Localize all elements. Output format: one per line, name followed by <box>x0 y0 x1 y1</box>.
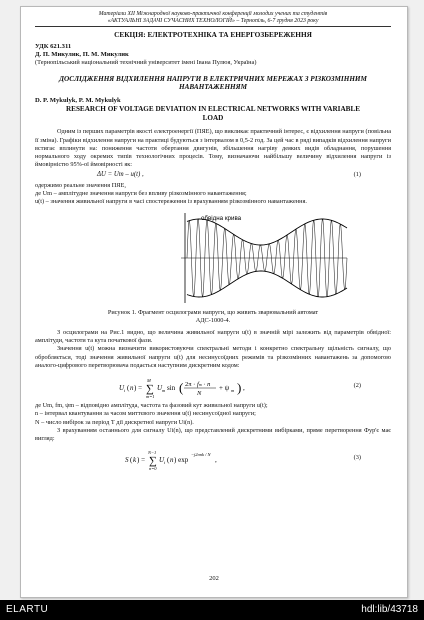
svg-text:U: U <box>119 384 125 393</box>
svg-text:) =: ) = <box>134 384 143 393</box>
svg-text:(: ( <box>130 455 133 464</box>
paragraph-fourier: З врахуванням останнього для сигналу Ui(n), що представлений дискретними вибірками, пряме перетворення Фур'є має вигляд: <box>35 427 391 443</box>
header-rule <box>35 26 391 27</box>
running-header <box>35 11 391 25</box>
svg-text:N−1: N−1 <box>148 449 157 455</box>
title-ukrainian: ДОСЛІДЖЕННЯ ВІДХИЛЕННЯ НАПРУГИ В ЕЛЕКТРИЧНИХ МЕРЕЖАХ З РІЗКОЗМІННИМ НАВАНТАЖЕННЯМ <box>59 74 367 92</box>
svg-text:(: ( <box>179 380 184 396</box>
authors-ukrainian: Д. П. Микулик, П. М. Микулик <box>35 51 129 58</box>
svg-text:N: N <box>197 390 202 398</box>
formula-2-number: (2) <box>353 382 361 390</box>
svg-text:∑: ∑ <box>146 383 154 396</box>
svg-text:i: i <box>124 388 126 394</box>
envelope-label: обвідна крива <box>201 214 242 222</box>
svg-text:+ ψ: + ψ <box>219 384 230 393</box>
formula-2-expression <box>119 374 269 402</box>
formula-3 <box>35 446 391 470</box>
handle-identifier: hdl:lib/43718 <box>361 604 418 615</box>
formula-1-expression: ΔU = Um – u(t) , <box>97 170 144 178</box>
svg-text:n: n <box>130 384 134 393</box>
oscillogram-figure <box>171 211 349 305</box>
svg-text:i: i <box>164 459 166 465</box>
svg-text:U: U <box>157 384 163 393</box>
paragraph-result: одержимо реальне значення ПЯЕ, <box>35 181 126 189</box>
formula-1-number: (1) <box>353 170 361 178</box>
svg-text:(: ( <box>167 455 170 464</box>
svg-text:m: m <box>162 388 166 394</box>
udc-code: УДК 621.311 <box>35 42 72 50</box>
paragraph-spectral: Значення u(t) можна визначити використовуючи спектральні методи і конкретно спектральну щільність сигналу, що обробляється, тоді значення живильної напруги u(t) для несинусоїдних режимів та різкозмінних навантажень за допомогою аналого-цифрового перетворювача подається наступним дискретним кодом: <box>35 345 391 369</box>
header-line-2: «АКТУАЛЬНІ ЗАДАЧІ СУЧАСНИХ ТЕХНОЛОГІЙ» – Тернопіль, 6-7 грудня 2023 року <box>107 18 319 25</box>
svg-text:∑: ∑ <box>149 454 157 467</box>
oscillogram-svg <box>171 211 349 305</box>
page-content <box>35 11 391 472</box>
svg-text:S: S <box>125 455 129 464</box>
svg-text:,: , <box>215 455 217 464</box>
svg-text:U: U <box>159 455 165 464</box>
repository-name: ELARTU <box>6 604 49 615</box>
formula-3-number: (3) <box>353 453 361 461</box>
svg-text:): ) <box>237 380 242 396</box>
paragraph-intro: Одним із перших параметрів якості електроенергії (ПЯЕ), що викликає практичний інтерес, є відхилення напруги (повільна її зміна). Графіки відхилення напруги на практиці будуються з інтервалом в 0,5-2 год. За цей час в ряді випадків відхилення напруги встигає вплинути на: пониження частоти обертання двигунів, збільшення нагріву деяких видів обладнання, порушення нормального ходу окремих типів технологічних процесів. Тому, визначаючи найбільшу величину відхилення напруги із ймовірністю 95%-ої ймовірності як: <box>35 128 391 169</box>
paragraph-um-definition: де Um – амплітудне значення напруги без впливу різкозмінного навантаження; <box>35 190 247 198</box>
svg-text:k: k <box>133 455 137 464</box>
formula-1 <box>35 170 391 182</box>
svg-text:m: m <box>231 388 235 394</box>
section-title: СЕКЦІЯ: ЕЛЕКТРОТЕХНІКА ТА ЕНЕРГОЗБЕРЕЖЕННЯ <box>114 30 312 40</box>
svg-text:m=1: m=1 <box>146 394 155 400</box>
document-page <box>20 6 408 598</box>
repository-footer-bar <box>0 600 424 620</box>
svg-text:(: ( <box>127 384 130 393</box>
header-line-1: Матеріали XII Міжнародної науково-практичної конференції молодих учених та студентів <box>98 11 328 17</box>
svg-text:n: n <box>170 455 174 464</box>
svg-text:−j2πnk / N: −j2πnk / N <box>191 451 211 457</box>
page-number: 202 <box>209 575 219 582</box>
paragraph-samples: N – число вибірок за період T дії дискретної напруги Ui(n). <box>35 418 194 426</box>
svg-text:n=0: n=0 <box>149 465 157 471</box>
authors-english: D. P. Mykulyk, P. M. Mykulyk <box>35 96 121 104</box>
paragraph-oscillogram: З осцилограми на Рис.1 видно, що величина живильної напруги u(t) в значній мірі залежить від параметрів обвідної: амплітуди, частоти та кута початкової фази. <box>35 328 391 344</box>
svg-text:2π · fm · n: 2π · fm · n <box>185 381 211 389</box>
paragraph-parameters: де Um, fm, ψm – відповідно амплітуда, частота та фазовий кут живильної напруги u(t); <box>35 402 268 410</box>
svg-text:sin: sin <box>167 384 176 393</box>
formula-2 <box>35 372 391 400</box>
svg-text:,: , <box>243 384 245 393</box>
paragraph-quantization: n – інтервал квантування за часом миттєвого значення u(t) несинусоїдної напруги; <box>35 410 256 418</box>
svg-text:M: M <box>147 378 151 384</box>
title-english: RESEARCH OF VOLTAGE DEVIATION IN ELECTRICAL NETWORKS WITH VARIABLE LOAD <box>65 105 361 122</box>
figure-caption: Рисунок 1. Фрагмент осцилограми напруги, що живить зварювальний автомат АДС-1000-4. <box>107 308 319 324</box>
svg-text:) =: ) = <box>137 455 146 464</box>
affiliation: (Тернопільський національний технічний університет імені Івана Пулюя, Україна) <box>35 59 257 67</box>
formula-3-expression <box>125 448 245 472</box>
paragraph-ut-definition: u(t) – значення живильної напруги в часі спостереження із врахуванням різкозмінного навантаження. <box>35 198 307 206</box>
svg-text:) exp: ) exp <box>174 455 189 464</box>
